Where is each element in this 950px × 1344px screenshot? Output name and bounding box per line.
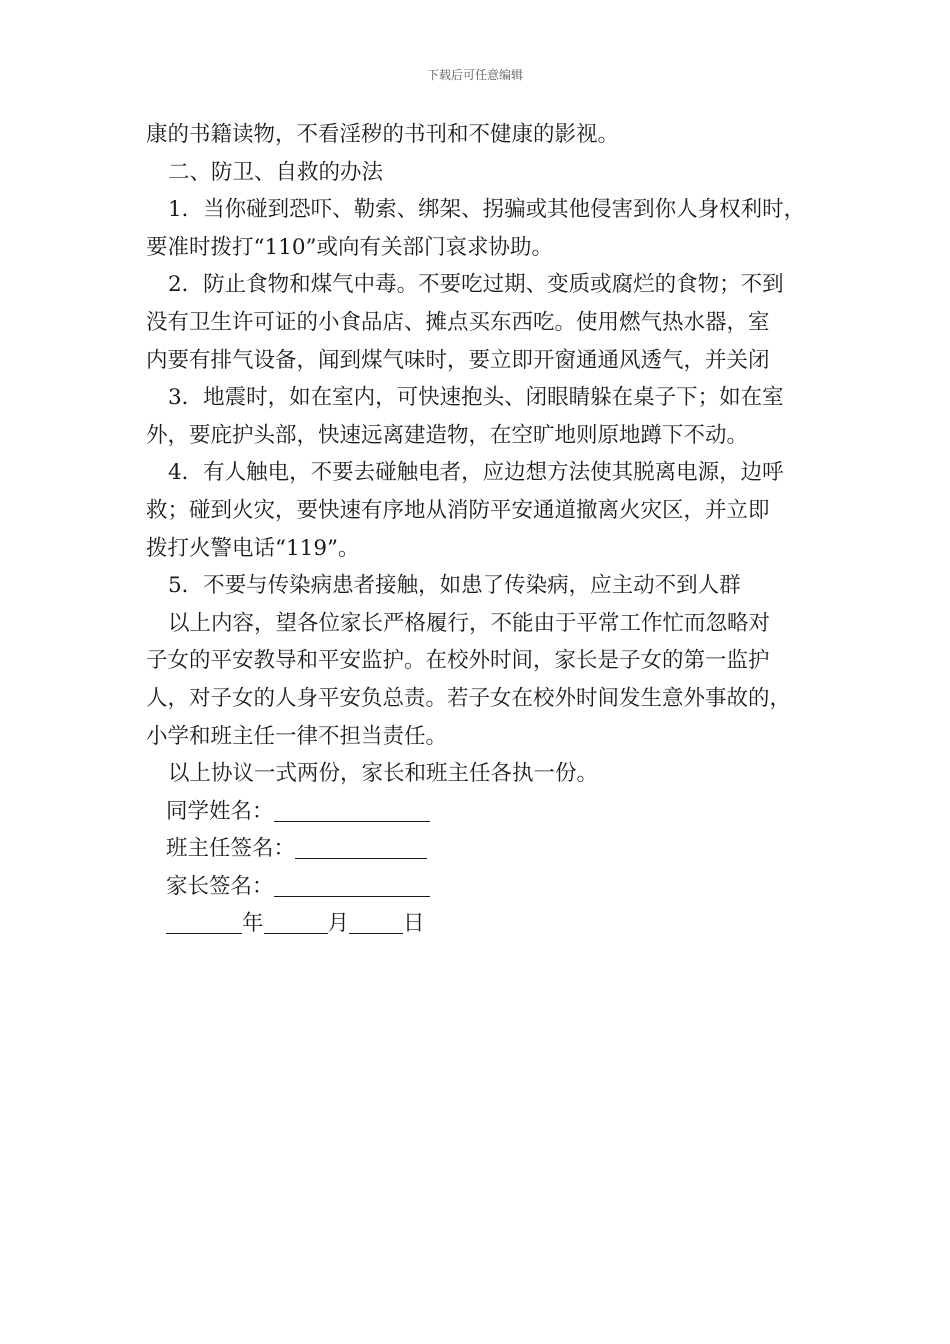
student-name-blank[interactable] [274,797,430,822]
parent-signature-row [146,868,818,906]
day-blank[interactable] [349,909,403,934]
section-heading: 二、防卫、自救的办法 [168,159,384,185]
list-item-2-line: 内要有排气设备，闻到煤气味时，要立即开窗通通风透气，并关闭 [146,347,770,373]
parent-signature-blank[interactable] [274,872,430,897]
paragraph-line: 康的书籍读物，不看淫秽的书刊和不健康的影视。 [146,122,620,147]
closing-paragraph-line: 子女的平安教导和平安监护。在校外时间，家长是子女的第一监护 [146,648,770,674]
closing-paragraph-line: 人，对子女的人身平安负总责。若子女在校外时间发生意外事故的， [146,685,792,711]
parent-signature-label: 家长签名： [166,873,274,899]
list-item-1-line: 1．当你碰到恐吓、勒索、绑架、拐骗或其他侵害到你人身权利时， [168,197,806,223]
list-item-2-line: 2．防止食物和煤气中毒。不要吃过期、变质或腐烂的食物；不到 [168,272,784,298]
closing-paragraph-line: 小学和班主任一律不担当责任。 [146,723,448,749]
teacher-signature-label: 班主任签名： [166,836,296,862]
list-item-2-line: 没有卫生许可证的小食品店、摊点买东西吃。使用燃气热水器，室 [146,309,770,335]
copies-statement: 以上协议一式两份，家长和班主任各执一份。 [168,761,599,787]
year-label: 年 [242,911,264,937]
student-name-row [146,793,818,831]
list-item-1-line: 要准时拨打“110”或向有关部门哀求协助。 [146,234,554,260]
year-blank[interactable] [166,909,242,934]
list-item-4-line: 4．有人触电，不要去碰触电者，应边想方法使其脱离电源，边呼 [168,460,784,486]
student-name-label: 同学姓名： [166,798,274,824]
date-row [146,905,818,943]
teacher-signature-blank[interactable] [295,834,427,859]
list-item-3-line: 3．地震时，如在室内，可快速抱头、闭眼睛躲在桌子下；如在室 [168,385,784,411]
document-body [146,116,818,943]
month-label: 月 [327,911,350,937]
list-item-3-line: 外，要庇护头部，快速远离建造物，在空旷地则原地蹲下不动。 [146,422,749,448]
closing-paragraph-line: 以上内容，望各位家长严格履行，不能由于平常工作忙而忽略对 [168,610,771,636]
list-item-4-line: 拨打火警电话“119”。 [146,535,360,561]
day-label: 日 [403,911,425,937]
teacher-signature-row [146,830,818,868]
page-header-watermark: 下载后可任意编辑 [426,68,523,82]
list-item-4-line: 救；碰到火灾，要快速有序地从消防平安通道撤离火灾区，并立即 [146,497,770,523]
list-item-5-line: 5．不要与传染病患者接触，如患了传染病，应主动不到人群 [168,573,741,599]
month-blank[interactable] [264,909,328,934]
